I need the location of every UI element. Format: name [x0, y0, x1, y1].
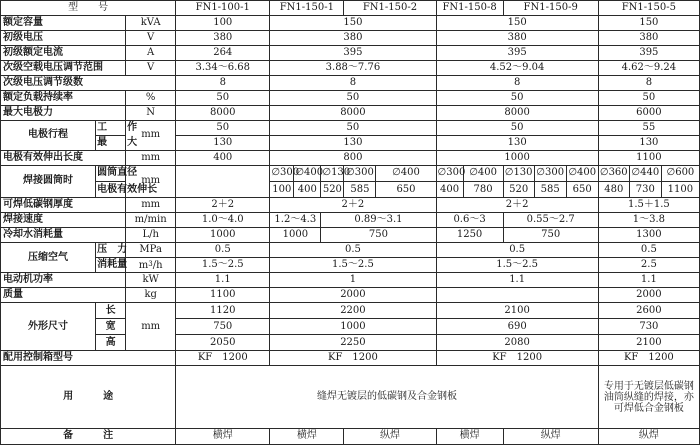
row-label: 冷却水消耗量	[1, 228, 126, 243]
value-cell: 50	[270, 120, 436, 135]
value-cell: 1120	[176, 303, 270, 319]
row-label: 外形尺寸	[1, 303, 96, 351]
model-name: FN1-150-9	[503, 1, 598, 16]
value-cell: 750	[503, 228, 598, 243]
model-name: FN1-100-1	[176, 1, 270, 16]
table-row	[1, 243, 700, 258]
unit-tail: /h	[152, 260, 163, 272]
unit-cell: m/min	[126, 213, 176, 228]
sub-label: 长	[96, 303, 126, 319]
value-cell: 690	[436, 319, 598, 335]
value-cell: 1100	[598, 150, 699, 165]
value-cell: 130	[176, 135, 270, 150]
value-cell: 2100	[436, 303, 598, 319]
unit-cell: V	[126, 30, 176, 45]
value-cell: 3.34～6.68	[176, 60, 270, 75]
value-cell: 150	[436, 15, 598, 30]
row-label: 次级电压调节级数	[1, 75, 176, 90]
value-cell: 1100	[176, 288, 270, 303]
value-cell: 2250	[270, 335, 436, 351]
table-row	[1, 150, 700, 165]
value-cell: ∅400	[566, 165, 598, 181]
row-label: 初级额定电流	[1, 45, 126, 60]
empty-cell	[176, 165, 270, 197]
value-cell: 730	[629, 181, 661, 197]
value-cell: 50	[176, 90, 270, 105]
value-cell: 1000	[436, 150, 598, 165]
row-label: 电极有效伸出长度	[1, 150, 126, 165]
value-cell: 1.1	[436, 273, 598, 288]
value-cell: 2050	[176, 335, 270, 351]
value-cell: 0.55～2.7	[503, 213, 598, 228]
value-cell: 585	[344, 181, 376, 197]
value-cell: 2200	[270, 303, 436, 319]
unit-cell: kW	[126, 273, 176, 288]
row-label: 可焊低碳钢厚度	[1, 198, 126, 213]
value-cell: ∅400	[463, 165, 503, 181]
value-cell: 纵焊	[344, 428, 436, 444]
value-cell: 2000	[598, 288, 699, 303]
value-cell: 2＋2	[176, 198, 270, 213]
value-cell: 1.0～4.0	[176, 213, 270, 228]
value-cell: 380	[176, 30, 270, 45]
value-cell: 8000	[176, 105, 270, 120]
value-cell: 8	[598, 75, 699, 90]
unit-cell: mm	[126, 150, 176, 165]
value-cell: ∅360	[598, 165, 629, 181]
value-cell: 1	[270, 273, 436, 288]
value-cell: 100	[270, 181, 294, 197]
unit-cell: mm	[126, 120, 176, 150]
row-label: 配用控制箱型号	[1, 351, 176, 366]
value-cell: ∅400	[294, 165, 321, 181]
value-cell: 1100	[661, 181, 699, 197]
value-cell: 50	[270, 90, 436, 105]
value-cell: 0.5	[176, 243, 270, 258]
value-cell: 730	[598, 319, 699, 335]
model-name: FN1-150-2	[344, 1, 436, 16]
model-name: FN1-150-1	[270, 1, 344, 16]
row-label: 次级空载电压调节范围	[1, 60, 126, 75]
table-row	[1, 60, 700, 75]
value-cell: 0.89～3.1	[321, 213, 436, 228]
value-cell: 395	[598, 45, 699, 60]
usage-special: 专用于无镀层低碳钢油筒纵缝的焊接，亦可焊低合金钢板	[598, 366, 699, 428]
value-cell: KF 1200	[270, 351, 436, 366]
value-cell: ∅400	[376, 165, 436, 181]
table-row	[1, 273, 700, 288]
row-label: 电极行程	[1, 120, 96, 150]
table-row	[1, 105, 700, 120]
table-row	[1, 258, 700, 273]
sub-label: 最 大	[96, 135, 126, 150]
sub-label: 消耗量	[96, 258, 126, 273]
value-cell: 1000	[270, 228, 321, 243]
table-row	[1, 428, 700, 444]
table-row	[1, 198, 700, 213]
unit-sup: 3	[148, 260, 153, 269]
value-cell: 400	[176, 150, 270, 165]
value-cell: 55	[598, 120, 699, 135]
sub-label: 宽	[96, 319, 126, 335]
unit-cell: kVA	[126, 15, 176, 30]
value-cell: 2080	[436, 335, 598, 351]
row-label: 焊接圆筒时	[1, 165, 96, 197]
value-cell: 520	[321, 181, 344, 197]
value-cell: 130	[436, 135, 598, 150]
value-cell: 0.5	[598, 243, 699, 258]
usage-main: 缝焊无镀层的低碳钢及合金钢板	[176, 366, 599, 428]
value-cell: 3.88～7.76	[270, 60, 436, 75]
value-cell: 8	[270, 75, 436, 90]
row-label: 电动机功率	[1, 273, 126, 288]
header-label: 型 号	[1, 1, 176, 16]
value-cell: 800	[270, 150, 436, 165]
value-cell: 纵焊	[598, 428, 699, 444]
table-row	[1, 351, 700, 366]
model-name: FN1-150-8	[436, 1, 503, 16]
value-cell: 380	[598, 30, 699, 45]
value-cell: 1.5～2.5	[270, 258, 436, 273]
value-cell: 8000	[436, 105, 598, 120]
row-label: 额定负载持续率	[1, 90, 126, 105]
table-row	[1, 30, 700, 45]
value-cell: 2＋2	[436, 198, 598, 213]
table-row	[1, 335, 700, 351]
value-cell: 130	[598, 135, 699, 150]
row-label: 用 途	[1, 366, 176, 428]
value-cell: 395	[436, 45, 598, 60]
value-cell: 520	[503, 181, 534, 197]
value-cell: 380	[270, 30, 436, 45]
table-row	[1, 75, 700, 90]
value-cell: 8000	[270, 105, 436, 120]
table-row	[1, 181, 700, 197]
value-cell: ∅300	[534, 165, 566, 181]
table-row	[1, 228, 700, 243]
value-cell: KF 1200	[598, 351, 699, 366]
value-cell: 1～3.8	[598, 213, 699, 228]
sub-label: 压 力	[96, 243, 126, 258]
table-row	[1, 366, 700, 428]
value-cell: 1000	[176, 228, 270, 243]
value-cell: 480	[598, 181, 629, 197]
value-cell: 1250	[436, 228, 503, 243]
value-cell: 横焊	[270, 428, 344, 444]
row-label: 压缩空气	[1, 243, 96, 273]
table-row	[1, 120, 700, 135]
value-cell: 1.2～4.3	[270, 213, 321, 228]
model-name: FN1-150-5	[598, 1, 699, 16]
sub-label: 电极有效伸长	[96, 181, 126, 197]
value-cell: ∅440	[629, 165, 661, 181]
value-cell: 1.5～2.5	[436, 258, 598, 273]
value-cell: 横焊	[436, 428, 503, 444]
value-cell: 750	[321, 228, 436, 243]
unit-cell: mm	[126, 303, 176, 351]
value-cell: ∅300	[344, 165, 376, 181]
value-cell: ∅300	[270, 165, 294, 181]
unit-cell	[126, 258, 176, 273]
value-cell: 2100	[598, 335, 699, 351]
unit-cell: mm	[126, 165, 176, 197]
value-cell: 1.5＋1.5	[598, 198, 699, 213]
value-cell: 50	[176, 120, 270, 135]
value-cell: ∅300	[436, 165, 463, 181]
value-cell: 395	[270, 45, 436, 60]
value-cell: 1.1	[176, 273, 270, 288]
value-cell: 150	[598, 15, 699, 30]
value-cell: 纵焊	[503, 428, 598, 444]
table-row	[1, 288, 700, 303]
unit-cell: N	[126, 105, 176, 120]
value-cell: 4.62～9.24	[598, 60, 699, 75]
unit-cell: A	[126, 45, 176, 60]
sub-label: 圆筒直径	[96, 165, 126, 181]
value-cell: 130	[270, 135, 436, 150]
row-label: 最大电极力	[1, 105, 126, 120]
value-cell: 585	[534, 181, 566, 197]
value-cell: 380	[436, 30, 598, 45]
value-cell: 0.5	[436, 243, 598, 258]
value-cell: 400	[436, 181, 463, 197]
value-cell: 0.6～3	[436, 213, 503, 228]
table-row	[1, 135, 700, 150]
unit-cell: MPa	[126, 243, 176, 258]
unit-cell: %	[126, 90, 176, 105]
row-label: 备 注	[1, 428, 176, 444]
table-row	[1, 303, 700, 319]
value-cell: 8	[176, 75, 270, 90]
value-cell: 264	[176, 45, 270, 60]
value-cell: ∅130	[503, 165, 534, 181]
row-label: 额定容量	[1, 15, 126, 30]
value-cell: 1.1	[598, 273, 699, 288]
value-cell: 6000	[598, 105, 699, 120]
value-cell: 2.5	[598, 258, 699, 273]
value-cell: KF 1200	[176, 351, 270, 366]
sub-label: 高	[96, 335, 126, 351]
unit-cell: V	[126, 60, 176, 75]
row-label: 质量	[1, 288, 126, 303]
value-cell: 8	[436, 75, 598, 90]
table-row	[1, 90, 700, 105]
table-row	[1, 45, 700, 60]
unit-cell: kg	[126, 288, 176, 303]
value-cell: 750	[176, 319, 270, 335]
value-cell: 2000	[270, 288, 436, 303]
value-cell: 650	[566, 181, 598, 197]
value-cell: 横焊	[176, 428, 270, 444]
value-cell: 400	[294, 181, 321, 197]
row-label: 焊接速度	[1, 213, 126, 228]
value-cell: KF 1200	[436, 351, 598, 366]
value-cell: 0.5	[270, 243, 436, 258]
value-cell: 50	[436, 90, 598, 105]
unit-cell: L/h	[126, 228, 176, 243]
value-cell: 150	[270, 15, 436, 30]
value-cell: 50	[436, 120, 598, 135]
value-cell: 780	[463, 181, 503, 197]
value-cell	[436, 288, 598, 303]
table-row	[1, 15, 700, 30]
table-row	[1, 319, 700, 335]
table-row	[1, 213, 700, 228]
value-cell: 100	[176, 15, 270, 30]
value-cell: 1.5～2.5	[176, 258, 270, 273]
table-row	[1, 165, 700, 181]
value-cell: 2＋2	[270, 198, 436, 213]
sub-label: 工 作	[96, 120, 126, 135]
unit-base: m	[138, 260, 149, 272]
value-cell: ∅600	[661, 165, 699, 181]
value-cell: 1000	[270, 319, 436, 335]
header-row	[1, 1, 700, 16]
value-cell: ∅130	[321, 165, 344, 181]
value-cell: 1300	[598, 228, 699, 243]
value-cell: 4.52～9.04	[436, 60, 598, 75]
value-cell: 50	[598, 90, 699, 105]
value-cell: 2600	[598, 303, 699, 319]
value-cell: 650	[376, 181, 436, 197]
row-label: 初级电压	[1, 30, 126, 45]
unit-cell: mm	[126, 198, 176, 213]
